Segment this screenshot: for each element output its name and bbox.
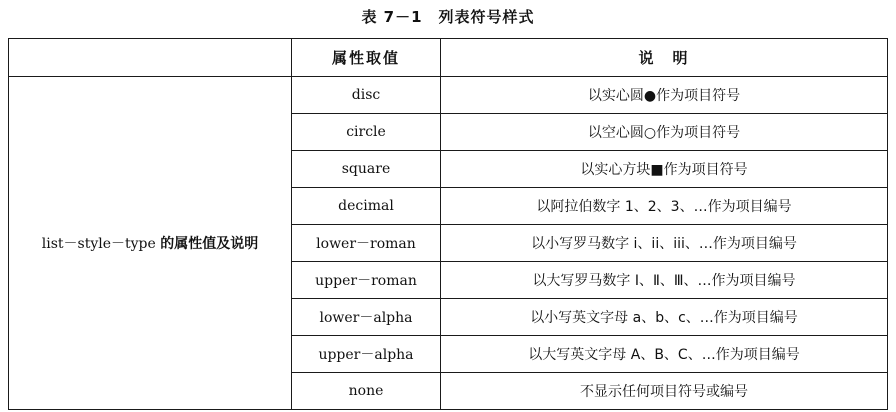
- description-cell: 以实心方块■作为项目符号: [441, 151, 888, 188]
- description-cell: 以小写罗马数字 i、ii、iii、…作为项目编号: [441, 225, 888, 262]
- value-cell: disc: [292, 77, 441, 114]
- value-cell: decimal: [292, 188, 441, 225]
- header-empty-cell: [9, 39, 292, 77]
- value-cell: square: [292, 151, 441, 188]
- value-cell: circle: [292, 114, 441, 151]
- description-cell: 以阿拉伯数字 1、2、3、…作为项目编号: [441, 188, 888, 225]
- description-cell: 不显示任何项目符号或编号: [441, 373, 888, 410]
- table-row: [9, 77, 888, 114]
- value-cell: lower－roman: [292, 225, 441, 262]
- row-label-text: 的属性值及说明: [160, 236, 259, 252]
- description-cell: 以大写罗马数字 Ⅰ、Ⅱ、Ⅲ、…作为项目编号: [441, 262, 888, 299]
- table-header-row: [9, 39, 888, 77]
- value-cell: none: [292, 373, 441, 410]
- row-group-label: [9, 77, 292, 410]
- header-value-column: 属性取值: [292, 39, 441, 77]
- description-cell: 以实心圆●作为项目符号: [441, 77, 888, 114]
- description-cell: 以小写英文字母 a、b、c、…作为项目编号: [441, 299, 888, 336]
- row-label-property: list－style－type: [41, 236, 161, 252]
- table-caption: 表 7－1 列表符号样式: [361, 8, 535, 26]
- value-cell: upper－alpha: [292, 336, 441, 373]
- header-description-column: 说 明: [441, 39, 888, 77]
- value-cell: lower－alpha: [292, 299, 441, 336]
- list-style-table: [8, 38, 888, 410]
- description-cell: 以大写英文字母 A、B、C、…作为项目编号: [441, 336, 888, 373]
- value-cell: upper－roman: [292, 262, 441, 299]
- description-cell: 以空心圆○作为项目符号: [441, 114, 888, 151]
